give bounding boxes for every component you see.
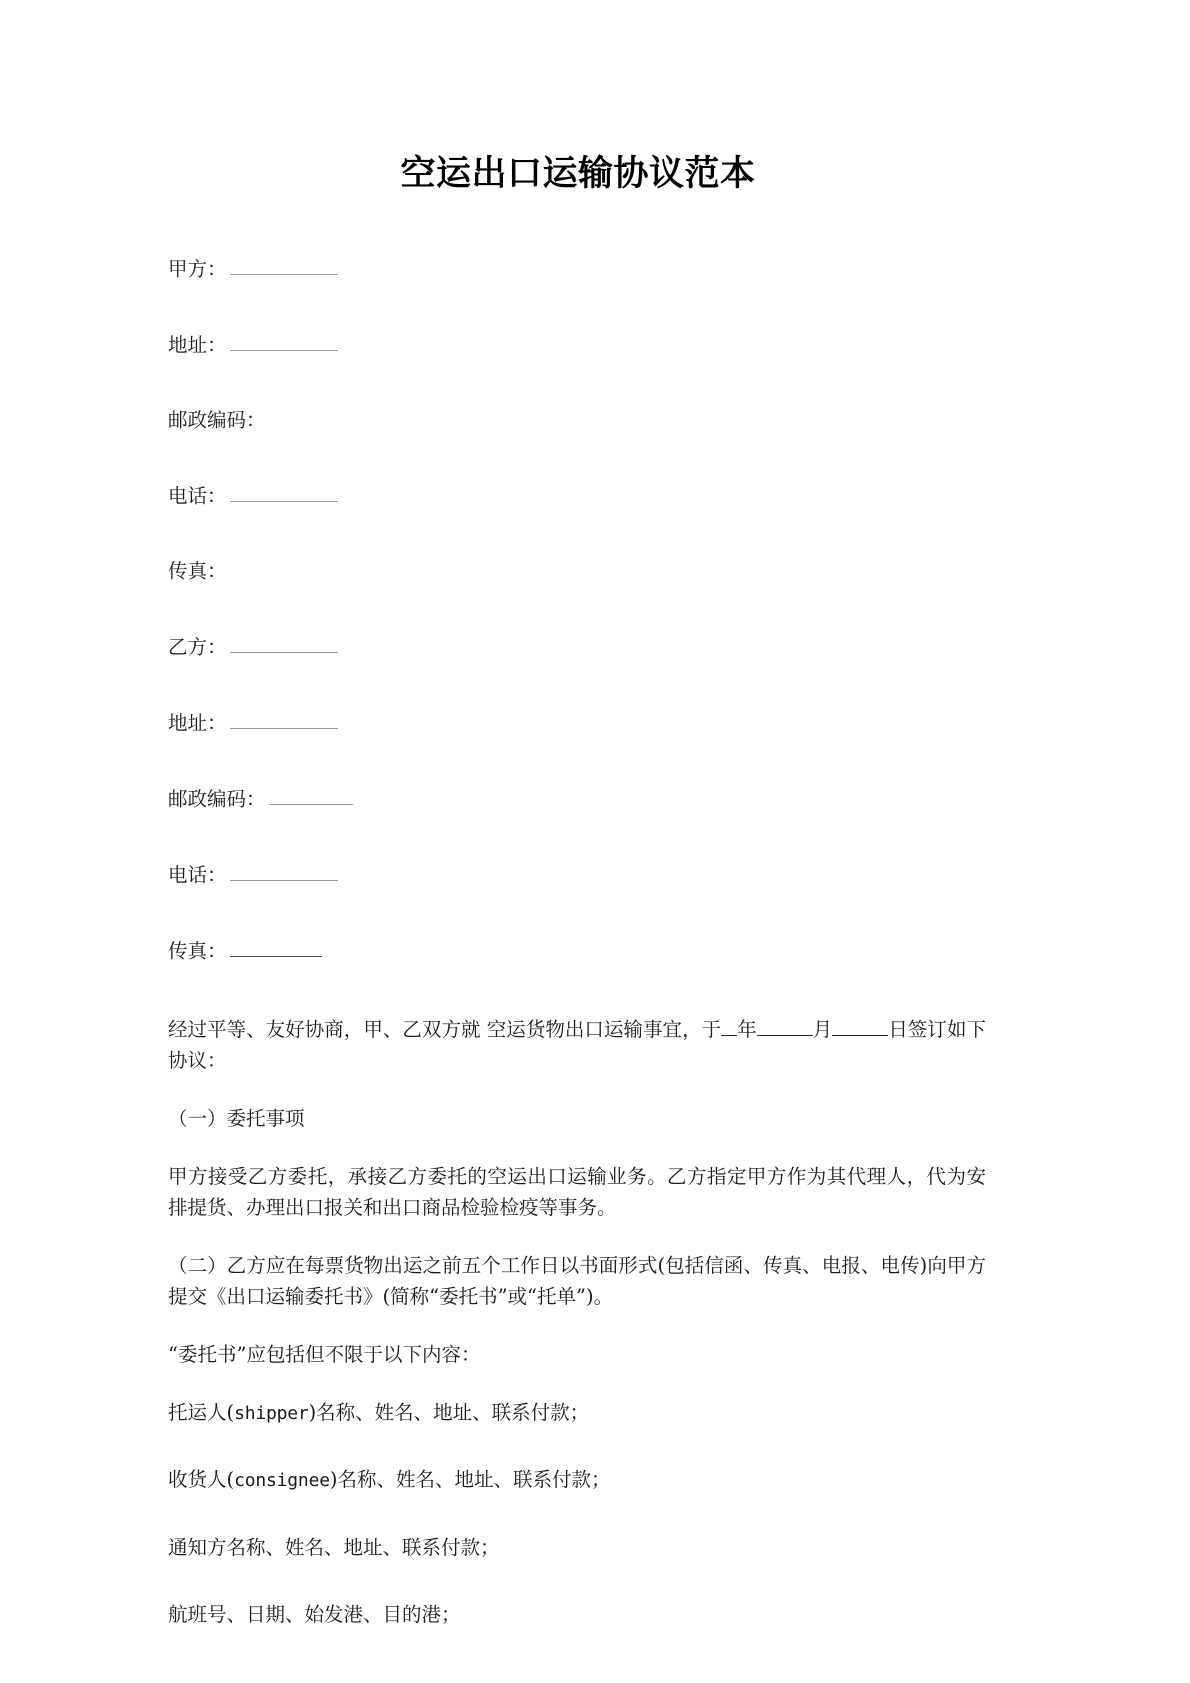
section-two-paragraph: （二）乙方应在每票货物出运之前五个工作日以书面形式(包括信函、传真、电报、电传)向甲方提交《出口运输委托书》(简称“委托书”或“托单”)。 bbox=[168, 1253, 986, 1309]
field-row-party-b-address bbox=[168, 710, 988, 733]
field-row-party-b-phone bbox=[168, 862, 988, 885]
field-blank-party-a-address[interactable] bbox=[230, 332, 338, 352]
field-label-party-a-name: 甲方： bbox=[168, 257, 227, 281]
field-label-party-a-phone: 电话： bbox=[168, 484, 227, 508]
field-label-party-b-postcode: 邮政编码： bbox=[168, 787, 266, 811]
section-one-heading: （一）委托事项 bbox=[168, 1107, 305, 1131]
field-label-party-a-fax: 传真： bbox=[168, 559, 227, 583]
preamble-text-part1: 经过平等、友好协商，甲、乙双方就 空运货物出口运输事宜，于 bbox=[168, 1017, 722, 1041]
field-row-party-b-postcode bbox=[168, 786, 988, 809]
preamble-blank-day[interactable] bbox=[832, 1017, 888, 1036]
field-row-party-a-name bbox=[168, 256, 988, 279]
list-item bbox=[168, 1397, 988, 1429]
list-item-term-shipper: shipper bbox=[234, 1402, 309, 1424]
preamble-label-day: 日签订如下协议： bbox=[168, 1017, 986, 1073]
list-intro-paragraph: “委托书”应包括但不限于以下内容： bbox=[168, 1342, 481, 1366]
preamble-blank-year[interactable] bbox=[721, 1017, 737, 1036]
field-blank-party-a-phone[interactable] bbox=[230, 483, 338, 503]
list-item-text-pre: 通知方名称、姓名、地址、联系付款； bbox=[168, 1535, 500, 1559]
list-item bbox=[168, 1464, 988, 1496]
preamble-label-year: 年 bbox=[737, 1017, 757, 1041]
list-item-text-pre: 托运人( bbox=[168, 1400, 235, 1424]
party-a-form-block bbox=[168, 256, 988, 581]
section-one-paragraph: 甲方接受乙方委托，承接乙方委托的空运出口运输业务。乙方指定甲方作为其代理人，代为安排提货、办理出口报关和出口商品检验检疫等事务。 bbox=[168, 1164, 986, 1220]
field-blank-party-b-address[interactable] bbox=[230, 710, 338, 730]
field-row-party-b-name bbox=[168, 634, 988, 657]
field-row-party-a-phone bbox=[168, 483, 988, 506]
field-row-party-a-fax bbox=[168, 559, 988, 581]
list-item-text-post: )名称、姓名、地址、联系付款； bbox=[329, 1468, 611, 1492]
list-item-text-pre: 航班号、日期、始发港、目的港； bbox=[168, 1603, 461, 1627]
field-blank-party-a-name[interactable] bbox=[230, 256, 338, 276]
field-blank-party-b-fax[interactable] bbox=[230, 938, 322, 958]
document-content bbox=[168, 0, 988, 1667]
field-row-party-a-postcode bbox=[168, 408, 988, 430]
list-item-text-pre: 收货人( bbox=[168, 1468, 235, 1492]
list-item bbox=[168, 1532, 988, 1564]
preamble-blank-month[interactable] bbox=[757, 1017, 813, 1036]
list-item-text-post: )名称、姓名、地址、联系付款； bbox=[308, 1400, 590, 1424]
field-label-party-b-address: 地址： bbox=[168, 711, 227, 735]
field-label-party-a-address: 地址： bbox=[168, 333, 227, 357]
field-blank-party-b-postcode[interactable] bbox=[269, 786, 353, 806]
preamble-paragraph bbox=[168, 1014, 986, 1077]
field-label-party-b-phone: 电话： bbox=[168, 863, 227, 887]
list-item-term-consignee: consignee bbox=[234, 1470, 330, 1492]
field-label-party-b-name: 乙方： bbox=[168, 635, 227, 659]
field-blank-party-b-phone[interactable] bbox=[230, 862, 338, 882]
field-row-party-a-address bbox=[168, 332, 988, 355]
list-item bbox=[168, 1599, 988, 1631]
field-blank-party-b-name[interactable] bbox=[230, 634, 338, 654]
page-title: 空运出口运输协议范本 bbox=[400, 153, 756, 194]
field-label-party-b-fax: 传真： bbox=[168, 939, 227, 963]
field-row-party-b-fax bbox=[168, 938, 988, 961]
party-b-form-block bbox=[168, 634, 988, 961]
preamble-label-month: 月 bbox=[812, 1017, 833, 1041]
field-label-party-a-postcode: 邮政编码： bbox=[168, 408, 266, 432]
